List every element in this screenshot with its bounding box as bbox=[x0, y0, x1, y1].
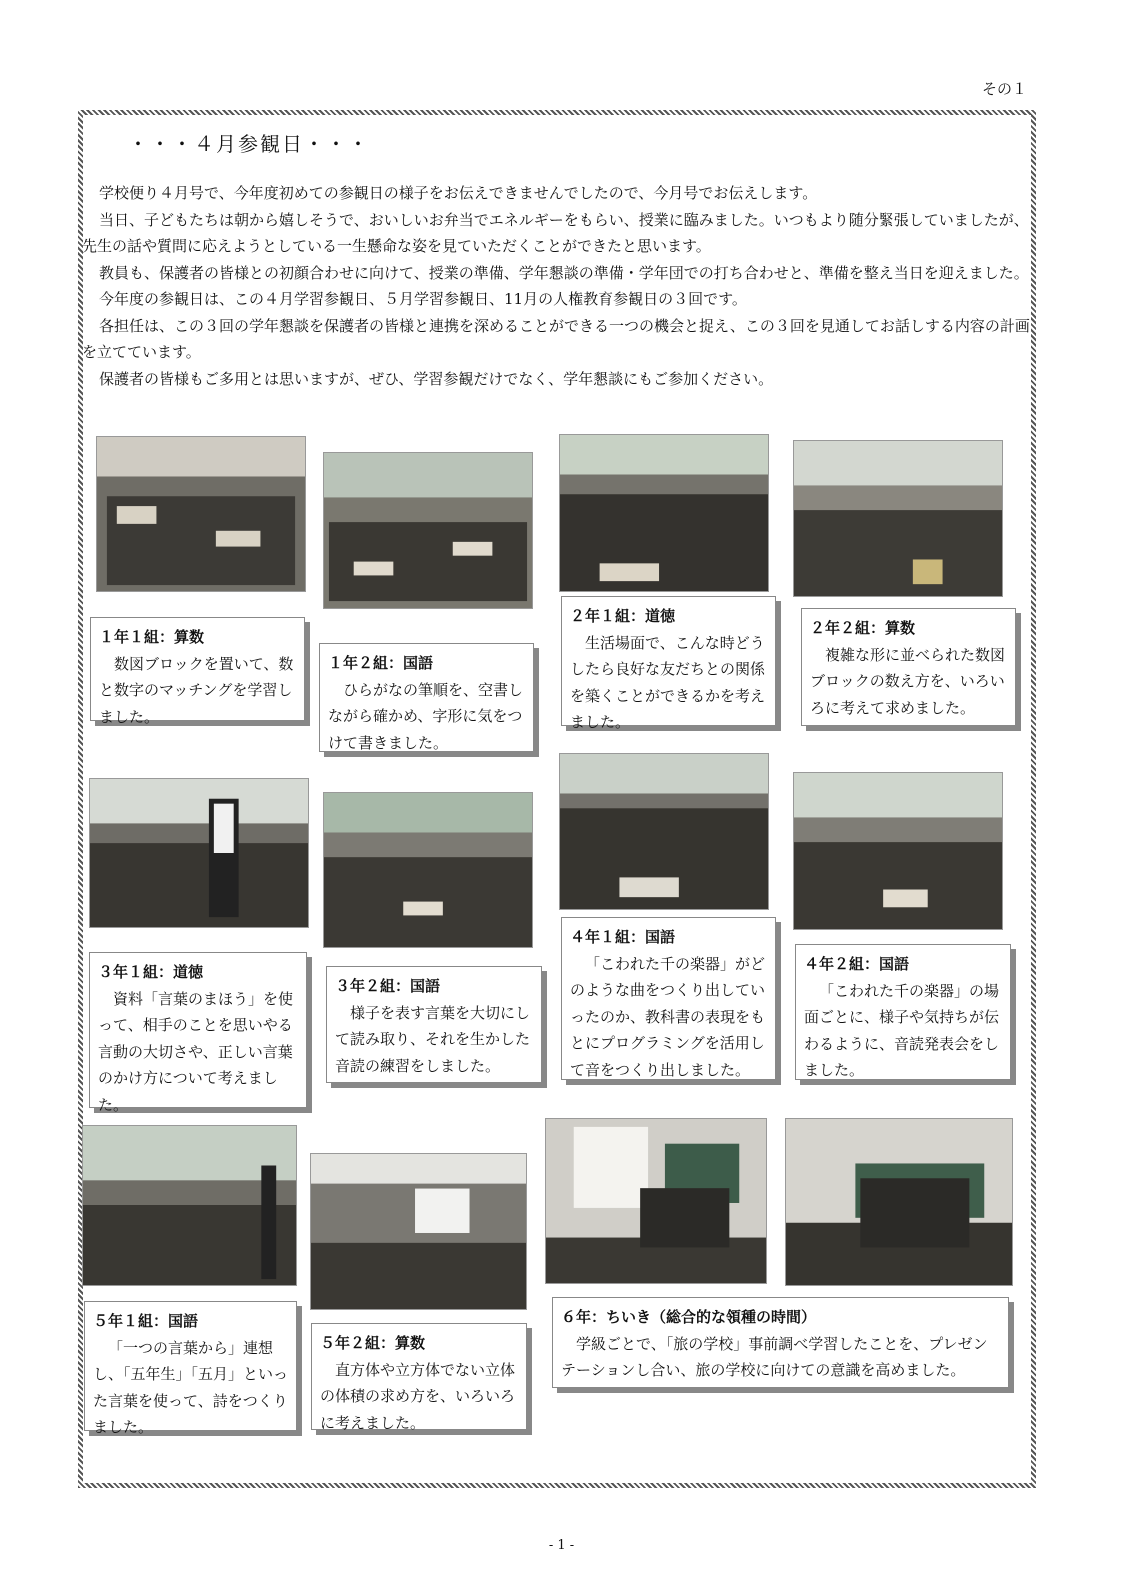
class-caption-text: ひらがなの筆順を、空書しながら確かめ、字形に気をつけて書きました。 bbox=[328, 680, 524, 752]
class-caption-text: 「一つの言葉から」連想し、「五年生」「五月」といった言葉を使って、詩をつくりました。 bbox=[93, 1338, 289, 1436]
page-title: ・・・４月参観日・・・ bbox=[128, 132, 370, 156]
class-caption-heading: ４年１組：国語 bbox=[570, 928, 676, 946]
class-caption-text: 「こわれた千の楽器」がどのような曲をつくり出していったのか、教科書の表現をもとにプログラミングを活用して音をつくり出しました。 bbox=[570, 954, 766, 1079]
class-caption-3-2 bbox=[326, 966, 542, 1083]
class-caption-1-1 bbox=[90, 617, 305, 726]
class-photo-6-1 bbox=[545, 1118, 767, 1284]
intro-paragraph: 保護者の皆様もご多用とは思いますが、ぜひ、学習参観だけでなく、学年懇談にもご参加ください。 bbox=[99, 369, 774, 388]
class-photo-2-2 bbox=[793, 440, 1003, 597]
class-photo-5-2 bbox=[310, 1153, 527, 1310]
class-caption-text: 資料「言葉のまほう」を使って、相手のことを思いやる言動の大切さや、正しい言葉のかけ方について考えました。 bbox=[98, 989, 294, 1114]
class-caption-5-1 bbox=[84, 1301, 297, 1436]
page-number: - 1 - bbox=[548, 1538, 575, 1553]
class-caption-4-2 bbox=[795, 944, 1011, 1080]
class-caption-text: 生活場面で、こんな時どうしたら良好な友だちとの関係を築くことができるかを考えました。 bbox=[570, 633, 766, 731]
class-caption-2-2 bbox=[801, 608, 1016, 726]
page-label: その１ bbox=[981, 80, 1027, 98]
class-caption-heading: １年１組：算数 bbox=[99, 628, 205, 646]
class-photo-4-1 bbox=[559, 753, 769, 910]
class-photo-3-1 bbox=[89, 778, 309, 928]
class-caption-heading: ５年１組：国語 bbox=[93, 1312, 199, 1330]
class-caption-heading: １年２組：国語 bbox=[328, 654, 434, 672]
class-photo-2-1 bbox=[559, 434, 769, 592]
class-caption-6 bbox=[552, 1297, 1009, 1388]
class-caption-1-2 bbox=[319, 643, 534, 752]
class-caption-heading: ３年２組：国語 bbox=[335, 977, 441, 995]
class-photo-4-2 bbox=[793, 772, 1003, 930]
class-caption-2-1 bbox=[561, 596, 776, 731]
class-caption-text: 「こわれた千の楽器」の場面ごとに、様子や気持ちが伝わるように、音読発表会をしました。 bbox=[804, 981, 1000, 1079]
intro-paragraph: 各担任は、この３回の学年懇談を保護者の皆様と連携を深めることができる一つの機会と捉え、この３回を見通してお話しする内容の計画を立てています。 bbox=[82, 316, 1030, 361]
intro-paragraph: 当日、子どもたちは朝から嬉しそうで、おいしいお弁当でエネルギーをもらい、授業に臨みました。いつもより随分緊張していましたが、先生の話や質問に応えようとしている一生懸命な姿を見ていただくことができたと思います。 bbox=[82, 210, 1029, 255]
class-caption-3-1 bbox=[89, 952, 307, 1114]
class-caption-5-2 bbox=[311, 1323, 527, 1430]
class-caption-heading: ６年：ちいき（総合的な領種の時間） bbox=[561, 1308, 817, 1326]
class-caption-text: 数図ブロックを置いて、数と数字のマッチングを学習しました。 bbox=[99, 654, 294, 726]
class-caption-text: 様子を表す言葉を大切にして読み取り、それを生かした音読の練習をしました。 bbox=[335, 1003, 531, 1075]
intro-text bbox=[82, 180, 1032, 392]
class-caption-heading: ５年２組：算数 bbox=[320, 1334, 426, 1352]
class-caption-heading: ３年１組：道徳 bbox=[98, 963, 204, 981]
class-photo-6-2 bbox=[785, 1118, 1013, 1286]
class-photo-3-2 bbox=[323, 792, 533, 948]
class-caption-heading: ２年２組：算数 bbox=[810, 619, 916, 637]
class-caption-text: 直方体や立方体でない立体の体積の求め方を、いろいろに考えました。 bbox=[320, 1360, 516, 1432]
class-caption-4-1 bbox=[561, 917, 776, 1080]
class-caption-text: 学級ごとで、「旅の学校」事前調べ学習したことを、プレゼンテーションし合い、旅の学校に向けての意識を高めました。 bbox=[561, 1334, 988, 1379]
class-caption-heading: ２年１組：道徳 bbox=[570, 607, 676, 625]
intro-paragraph: 今年度の参観日は、この４月学習参観日、５月学習参観日、11月の人権教育参観日の３回です。 bbox=[99, 290, 747, 308]
intro-paragraph: 学校便り４月号で、今年度初めての参観日の様子をお伝えできませんでしたので、今月号でお伝えします。 bbox=[99, 184, 818, 202]
class-photo-5-1 bbox=[82, 1125, 297, 1286]
class-caption-text: 複雑な形に並べられた数図ブロックの数え方を、いろいろに考えて求めました。 bbox=[810, 645, 1006, 717]
class-photo-1-2 bbox=[323, 452, 533, 609]
class-photo-1-1 bbox=[96, 436, 306, 592]
intro-paragraph: 教員も、保護者の皆様との初顔合わせに向けて、授業の準備、学年懇談の準備・学年団での打ち合わせと、準備を整え当日を迎えました。 bbox=[99, 263, 1029, 282]
class-caption-heading: ４年２組：国語 bbox=[804, 955, 910, 973]
